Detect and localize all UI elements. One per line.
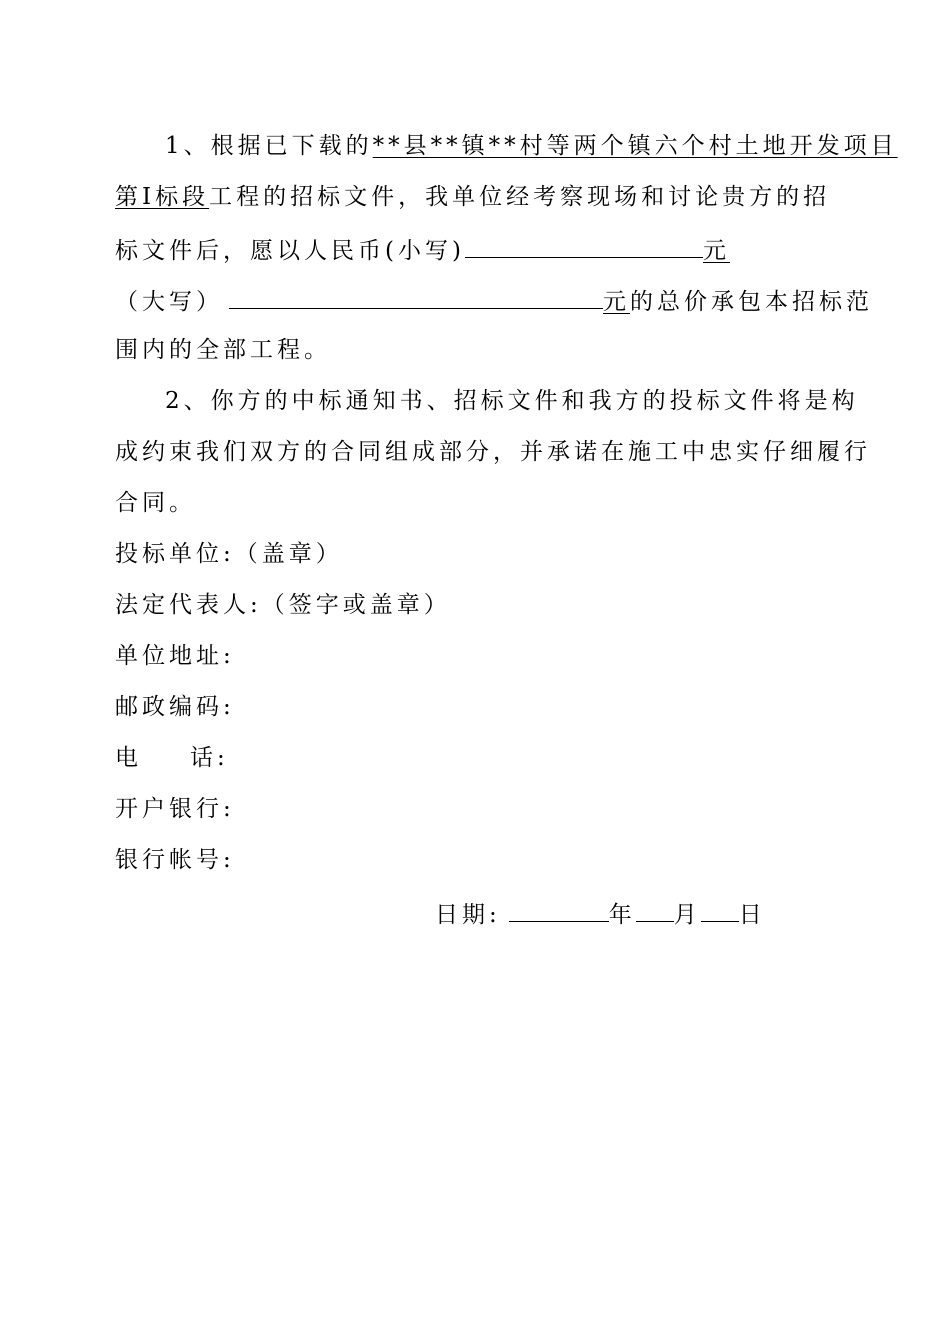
daxie-label: （大写）: [115, 289, 223, 315]
field-account: [115, 845, 235, 875]
para1-line1: [165, 131, 898, 161]
para1-line4: [115, 284, 873, 317]
bidder-label: 投标单位:（盖章）: [115, 541, 343, 567]
para1-line2: [115, 182, 830, 212]
project-name-part1: **县**镇**村等两个镇六个村土地开发项目: [372, 133, 898, 159]
unit-yuan-2: 元: [603, 289, 630, 315]
para1-line5-text: 围内的全部工程。: [115, 337, 331, 363]
para2-line3: [115, 488, 196, 518]
amount-uppercase-blank[interactable]: [229, 284, 603, 309]
para1-line2-text: 工程的招标文件，我单位经考察现场和讨论贵方的招: [209, 184, 831, 210]
date-year-label: 年: [608, 902, 636, 928]
para2-line3-text: 合同。: [115, 490, 196, 516]
date-day-blank[interactable]: [701, 897, 739, 922]
date-month-label: 月: [673, 902, 701, 928]
address-label: 单位地址:: [115, 643, 235, 669]
account-label: 银行帐号:: [115, 847, 235, 873]
legal-rep-label: 法定代表人:（签字或盖章）: [115, 592, 451, 618]
field-phone: [115, 743, 229, 773]
para2-line1: [165, 386, 859, 416]
para1-line3: [115, 233, 730, 266]
postcode-label: 邮政编码:: [115, 694, 235, 720]
para1-line3-text: 标文件后，愿以人民币(小写): [115, 238, 465, 264]
para2-line2-text: 成约束我们双方的合同组成部分，并承诺在施工中忠实仔细履行: [115, 439, 871, 465]
date-month-blank[interactable]: [636, 897, 674, 922]
bank-label: 开户银行:: [115, 796, 235, 822]
field-legal-rep: [115, 590, 451, 620]
date-year-blank[interactable]: [509, 897, 609, 922]
amount-lowercase-blank[interactable]: [465, 233, 703, 258]
field-postcode: [115, 692, 235, 722]
para1-line5: [115, 335, 331, 365]
phone-label-a: 电: [115, 745, 142, 771]
project-name-part2: 第Ⅰ标段: [115, 184, 210, 210]
para1-prefix: 1、根据已下载的: [165, 133, 373, 159]
field-address: [115, 641, 235, 671]
para2-line2: [115, 437, 871, 467]
unit-yuan-1: 元: [702, 238, 730, 264]
date-line: [435, 897, 766, 930]
date-label: 日期:: [435, 902, 501, 928]
para1-line4-tail: 的总价承包本招标范: [630, 289, 873, 315]
para2-line1-text: 2、你方的中标通知书、招标文件和我方的投标文件将是构: [165, 388, 859, 414]
phone-label-b: 话:: [190, 745, 229, 771]
field-bidder: [115, 539, 343, 569]
date-day-label: 日: [738, 902, 766, 928]
field-bank: [115, 794, 235, 824]
